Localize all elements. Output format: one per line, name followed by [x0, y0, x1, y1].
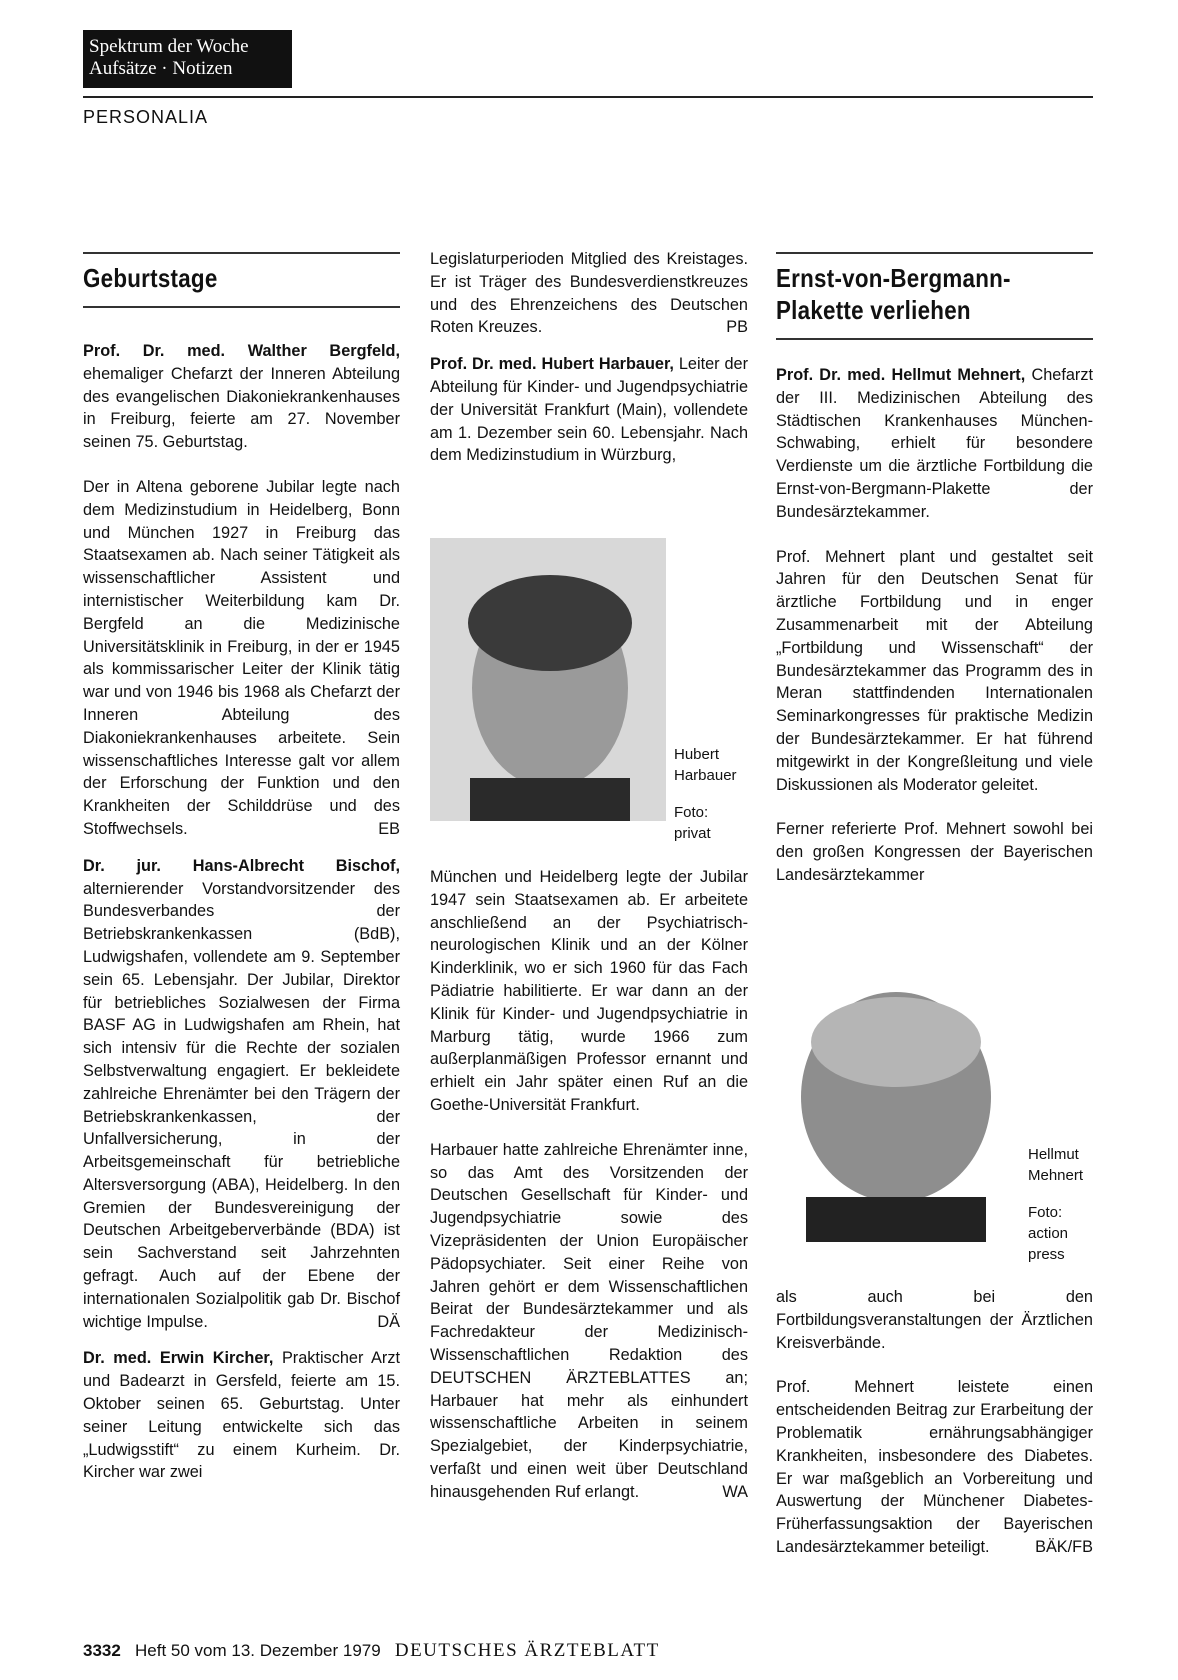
page-number: 3332 — [83, 1641, 121, 1660]
author-initials: EB — [378, 819, 400, 838]
column-2-text-bottom — [430, 866, 748, 1504]
photo-caption-mehnert: Hellmut Mehnert Foto: action press — [1028, 1146, 1084, 1263]
entry-name: Prof. Dr. med. Hellmut Mehnert, — [776, 366, 1026, 384]
heading-rule-bottom — [776, 338, 1093, 340]
portrait-photo-mehnert — [776, 972, 1022, 1242]
author-initials: BÄK/FB — [1035, 1537, 1093, 1556]
section-badge — [83, 30, 292, 88]
heading-rule-bottom — [83, 306, 400, 308]
entry-bergfeld: Prof. Dr. med. Walther Bergfeld, ehemaliger Chefarzt der Inneren Abteilung des evangelischen Diakoniekrankenhauses in Freiburg, feierte am 27. November seinen 75. Geburtstag. — [83, 342, 400, 452]
author-initials: DÄ — [377, 1312, 400, 1331]
column-3-text-bottom — [776, 1286, 1093, 1559]
author-initials: WA — [722, 1482, 748, 1501]
column-1-text — [83, 340, 400, 1484]
entry-mehnert-cont: als auch bei den Fortbildungsveranstaltungen der Ärztlichen Kreisverbände. — [776, 1288, 1093, 1352]
section-badge-line2: Aufsätze · Notizen — [89, 58, 233, 79]
portrait-photo-harbauer — [430, 538, 666, 821]
heading-rule-top — [83, 252, 400, 254]
heading-bergmann-plakette: Ernst-von-Bergmann- Plakette verliehen — [776, 263, 1011, 325]
header-rule — [83, 96, 1093, 98]
entry-bergfeld-bio: Der in Altena geborene Jubilar legte nach dem Medizinstudium in Heidelberg, Bonn und München 1927 in Freiburg das Staatsexamen ab. Nach seiner Tätigkeit als wissenschaftlicher Assistent und internistischer Weiterbildung kam Dr. Bergfeld an die Medizinische Universitätsklinik in Freiburg, in der er 1945 als kommissarischer Leiter der Klinik tätig war und von 1946 bis 1968 als Chefarzt der Inneren Abteilung des Diakoniekrankenhauses arbeitete. Sein wissenschaftliches Interesse galt vor allem der Erforschung der Funktion und den Krankheiten der Schilddrüse und des Stoffwechsels. EB — [83, 476, 400, 841]
entry-bischof: Dr. jur. Hans-Albrecht Bischof, alternierender Vorstandvorsitzender des Bundesverbandes der Betriebskrankenkassen (BdB), Ludwigshafen, vollendete am 9. September sein 65. Lebensjahr. Der Jubilar, Direktor für betriebliches Sozialwesen der Firma BASF AG in Ludwigshafen am Rhein, hat sich intensiv für die Rechte der sozialen Selbstverwaltung engagiert. Er bekleidete zahlreiche Ehrenämter bei den Trägern der Betriebskrankenkassen, der Unfallversicherung, in der Arbeitsgemeinschaft für betriebliche Altersversorgung (ABA), Heidelberg. In den Gremien der Bundesvereinigung der Deutschen Arbeitgeberverbände (BDA) ist sein Sachverstand seit Jahrzehnten gefragt. Auch auf der Ebene der internationalen Sozialpolitik gab Dr. Bischof wichtige Impulse. DÄ — [83, 855, 400, 1334]
author-initials: PB — [726, 318, 748, 337]
column-3-text-top — [776, 364, 1093, 887]
entry-mehnert: Prof. Dr. med. Hellmut Mehnert, Chefarzt der III. Medizinischen Abteilung des Städtischen Krankenhauses München-Schwabing, erhielt für besondere Verdienste um die ärztliche Fortbildung die Ernst-von-Bergmann-Plakette der Bundesärztekammer. — [776, 366, 1093, 521]
portrait-photo-image — [776, 972, 1022, 1242]
masthead: DEUTSCHES ÄRZTEBLATT — [394, 1640, 660, 1661]
heading-rule-top — [776, 252, 1093, 254]
entry-name: Dr. med. Erwin Kircher, — [83, 1349, 274, 1368]
entry-mehnert-diabetes: Prof. Mehnert leistete einen entscheidenden Beitrag zur Erarbeitung der Problematik ernährungsabhängiger Krankheiten, insbesondere des Diabetes. Er war maßgeblich an Vorbereitung und Auswertung der Münchener Diabetes-Früherfassungsaktion der Bayerischen Landesärztekammer beteiligt. BÄK/FB — [776, 1376, 1093, 1558]
entry-kircher: Dr. med. Erwin Kircher, Praktischer Arzt und Badearzt in Gersfeld, feierte am 15. Oktober seinen 65. Geburtstag. Unter seiner Leitung entwickelte sich das „Ludwigsstift“ zu einem Kurheim. Dr. Kircher war zwei — [83, 1349, 400, 1482]
entry-harbauer-bio: München und Heidelberg legte der Jubilar 1947 sein Staatsexamen ab. Er arbeitete anschließend an der Psychiatrisch-neurologischen Klinik und an der Kölner Kinderklinik, wo er sich 1960 für das Fach Pädiatrie habilitierte. Er war dann an der Klinik für Kinder- und Jugendpsychiatrie in Marburg tätig, wurde 1966 zum außerplanmäßigen Professor ernannt und erhielt ein Jahr später einen Ruf an die Goethe-Universität Frankfurt. — [430, 868, 748, 1114]
entry-harbauer-offices: Harbauer hatte zahlreiche Ehrenämter inne, so das Amt des Vorsitzenden der Deutschen Gesellschaft für Kinder- und Jugendpsychiatrie sowie des Vizepräsidenten der Union Europäischer Pädopsychiater. Seit einer Reihe von Jahren gehört er dem Wissenschaftlichen Beirat der Bundesärztekammer und als Fachredakteur der Medizinisch-Wissenschaftlichen Redaktion des DEUTSCHEN ÄRZTEBLATTES an; Harbauer hat mehr als einhundert wissenschaftliche Arbeiten in seinem Spezialgebiet, der Kinderpsychiatrie, verfaßt und einen weit über Deutschland hinausgehenden Ruf erlangt. WA — [430, 1139, 748, 1504]
portrait-photo-image — [430, 538, 666, 821]
entry-mehnert-lectures: Ferner referierte Prof. Mehnert sowohl bei den großen Kongressen der Bayerischen Landesärztekammer — [776, 820, 1093, 884]
entry-kircher-cont: Legislaturperioden Mitglied des Kreistages. Er ist Träger des Bundesverdienstkreuzes und des Ehrenzeichens des Deutschen Roten Kreuzes. PB — [430, 248, 748, 339]
entry-name: Dr. jur. Hans-Albrecht Bischof, — [83, 856, 400, 875]
entry-name: Prof. Dr. med. Hubert Harbauer, — [430, 355, 674, 374]
issue-info: Heft 50 vom 13. Dezember 1979 — [135, 1641, 381, 1660]
page-footer — [83, 1640, 660, 1662]
heading-geburtstage: Geburtstage — [83, 263, 218, 293]
section-badge-line1: Spektrum der Woche — [89, 36, 249, 57]
photo-caption-harbauer: Hubert Harbauer Foto: privat — [674, 746, 737, 842]
column-2-text-top — [430, 248, 748, 467]
entry-name: Prof. Dr. med. Walther Bergfeld, — [83, 342, 400, 360]
entry-mehnert-program: Prof. Mehnert plant und gestaltet seit Jahren für den Deutschen Senat für ärztliche Fortbildung und in enger Zusammenarbeit mit der Abteilung „Fortbildung und Wissenschaft“ der Bundesärztekammer das Programm des in Meran stattfindenden Internationalen Seminarkongresses für praktische Medizin der Bundesärztekammer. Er hat führend mitgewirkt in der Kongreßleitung und viele Diskussionen als Moderator geleitet. — [776, 547, 1093, 794]
section-label: PERSONALIA — [83, 107, 209, 127]
entry-harbauer: Prof. Dr. med. Hubert Harbauer, Leiter der Abteilung für Kinder- und Jugendpsychiatrie der Universität Frankfurt (Main), vollendete am 1. Dezember sein 60. Lebensjahr. Nach dem Medizinstudium in Würzburg, — [430, 355, 748, 465]
